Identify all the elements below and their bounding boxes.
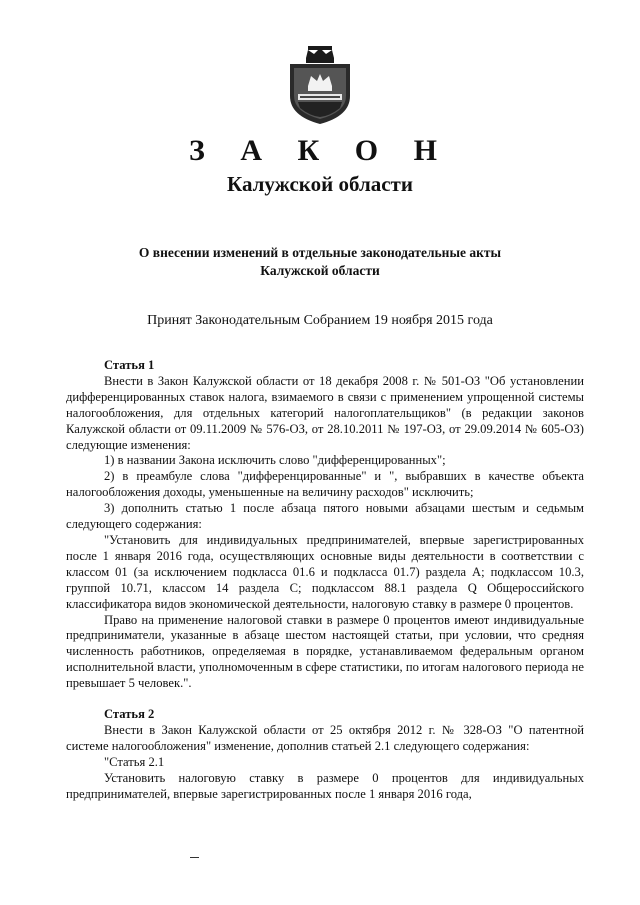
section-spacer: [66, 692, 584, 707]
scan-mark: [190, 857, 199, 858]
paragraph: Внести в Закон Калужской области от 18 декабря 2008 г. № 501-ОЗ "Об установлении дифференцированных ставок налога, взимаемого в связи с применением упрощенной системы налогообложения, для отдельных категорий налогоплательщиков" (в редакции законов Калужской области от 09.11.2009 № 576-ОЗ, от 28.10.2011 № 197-ОЗ, от 29.09.2014 № 605-ОЗ) следующие изменения:: [66, 373, 584, 452]
document-body: [66, 358, 584, 802]
paragraph: Внести в Закон Калужской области от 25 октября 2012 г. № 328-ОЗ "О патентной системе налогообложения" изменение, дополнив статьей 2.1 следующего содержания:: [66, 722, 584, 753]
paragraph: 2) в преамбуле слова "дифференцированные" и ", выбравших в качестве объекта налогообложения доходы, уменьшенные на величину расходов" исключить;: [66, 469, 584, 500]
law-title-line: О внесении изменений в отдельные законодательные акты: [138, 245, 502, 260]
article-heading: Статья 1: [104, 358, 155, 372]
adoption-date: Принят Законодательным Собранием 19 ноября 2015 года: [147, 313, 493, 328]
paragraph: "Статья 2.1: [104, 754, 165, 769]
paragraph: "Установить для индивидуальных предпринимателей, впервые зарегистрированных после 1 января 2016 года, осуществляющих основные виды деятельности в соответствии с классом 01 (за исключением подкласса 01.6 и подкласса 01.7) раздела А; подклассом 10.3, группой 10.71, классом 14 раздела С; подклассом 88.1 раздела Q Общероссийского классификатора видов экономической деятельности, налоговую ставку в размере 0 процентов.: [66, 532, 584, 611]
article-heading: Статья 2: [104, 707, 155, 722]
document-subtitle: Калужской области: [227, 172, 413, 196]
paragraph: 1) в названии Закона исключить слово "дифференцированных";: [104, 453, 446, 468]
paragraph: Установить налоговую ставку в размере 0 процентов для индивидуальных предпринимателей, впервые зарегистрированных после 1 января 2016 года,: [66, 770, 584, 801]
paragraph: 3) дополнить статью 1 после абзаца пятого новыми абзацами шестым и седьмым следующего содержания:: [66, 501, 584, 532]
law-title: [60, 244, 580, 280]
law-title-line: Калужской области: [260, 263, 380, 278]
document-title: З А К О Н: [189, 134, 451, 167]
paragraph: Право на применение налоговой ставки в размере 0 процентов имеют индивидуальные предприниматели, указанные в абзаце шестом настоящей статьи, при условии, что средняя численность работников, определяемая в порядке, устанавливаемом федеральным органом исполнительной власти, уполномоченным в сфере статистики, по итогам налогового периода не превышает 5 человек.".: [66, 612, 584, 691]
coat-of-arms-icon: [284, 44, 356, 126]
